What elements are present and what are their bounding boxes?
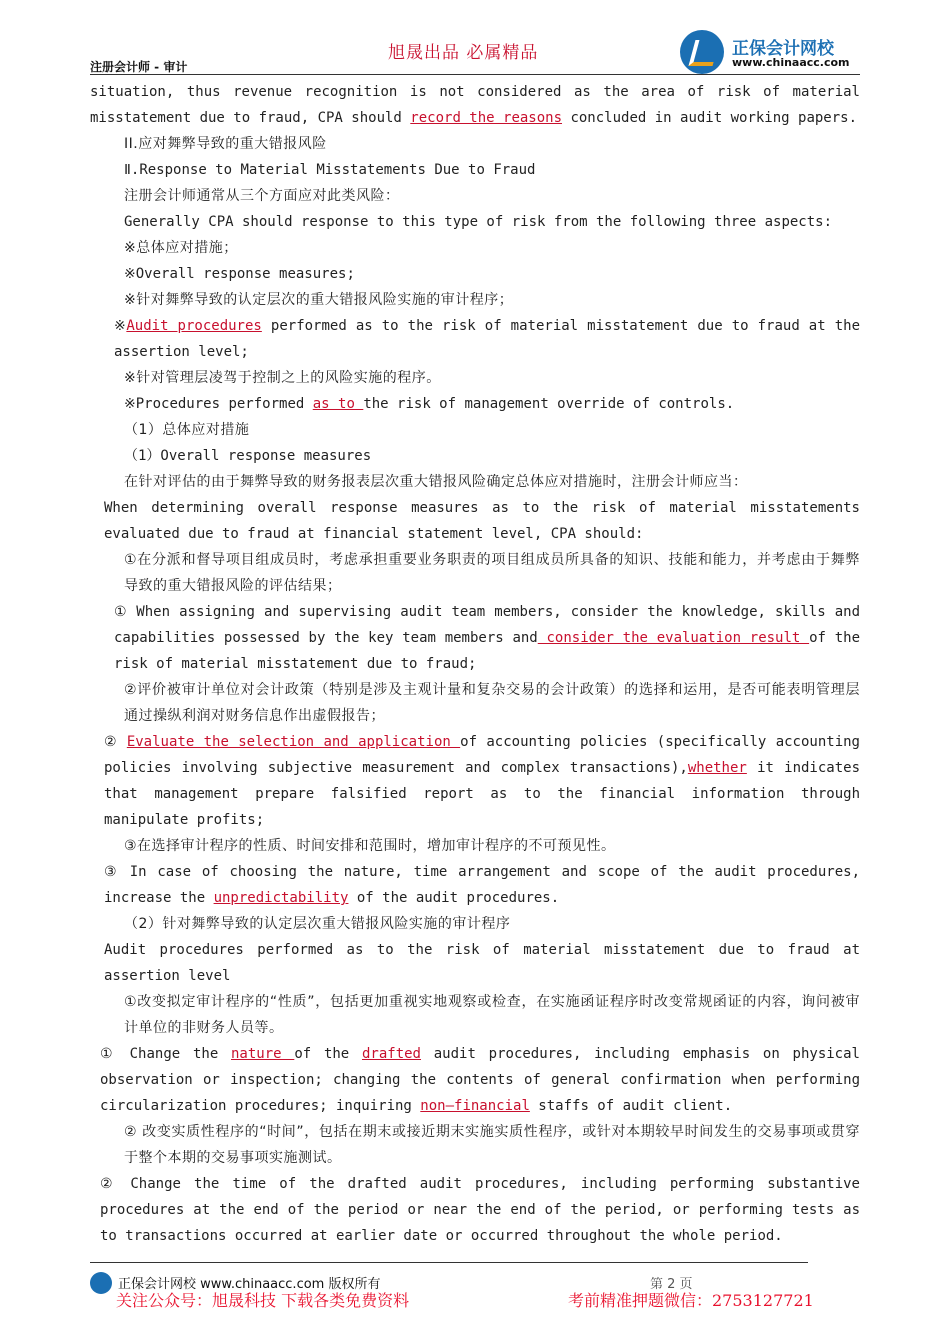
paragraph-p22 [90, 911, 860, 937]
header-divider [90, 74, 860, 75]
footer-copyright: 正保会计网校 www.chinaacc.com 版权所有 [118, 1277, 381, 1292]
paragraph-p13 [90, 443, 860, 469]
slogan: 旭晟出品 必属精品 [388, 43, 539, 63]
paragraph-p9 [90, 313, 860, 365]
text-run: it indicates that management prepare falsified report as to the financial information through manipulate profits; [104, 760, 860, 828]
paragraph-p25 [90, 1041, 860, 1119]
text-run: （2）针对舞弊导致的认定层次重大错报风险实施的审计程序 [124, 916, 511, 932]
document-body [90, 79, 860, 1249]
page-number: 第 2 页 [650, 1277, 693, 1292]
highlighted-term: Audit procedures [126, 318, 262, 334]
paragraph-p4 [90, 183, 860, 209]
logo [680, 30, 870, 76]
paragraph-p15 [90, 495, 860, 547]
highlighted-term: nature [231, 1046, 295, 1062]
highlighted-term: Evaluate the selection and application [126, 734, 461, 750]
highlighted-term: record the reasons [410, 110, 563, 126]
text-run: Generally CPA should response to this type of risk from the following three aspects: [124, 214, 833, 230]
paragraph-p24 [90, 989, 860, 1041]
footer-wechat-note: 关注公众号：旭晟科技 下载各类免费资料 [116, 1291, 410, 1310]
paragraph-p20 [90, 833, 860, 859]
page-footer [90, 1270, 890, 1330]
text-run: ② Change the time of the drafted audit procedures, including performing substantive procedures at the end of the period or near the end of the period, or performing tests as to transactions occurred at earlier date or occurred throughout the whole period. [100, 1176, 860, 1244]
text-run: concluded in audit working papers. [562, 110, 858, 126]
text-run: ① When assigning and supervising audit team members, consider the knowledge, skills and capabilities possessed by the key team members and [114, 604, 860, 646]
text-run: Audit procedures performed as to the risk of material misstatement due to fraud at assertion level [104, 942, 860, 984]
paragraph-p16 [90, 547, 860, 599]
footer-logo-icon [90, 1272, 112, 1294]
paragraph-p14 [90, 469, 860, 495]
text-run: ※针对管理层凌驾于控制之上的风险实施的程序。 [124, 370, 441, 386]
paragraph-p6 [90, 235, 860, 261]
text-run: 注册会计师通常从三个方面应对此类风险： [124, 188, 400, 204]
text-run: the risk of management override of controls. [363, 396, 735, 412]
paragraph-p5 [90, 209, 860, 235]
text-run: 在针对评估的由于舞弊导致的财务报表层次重大错报风险确定总体应对措施时，注册会计师应当： [124, 474, 748, 490]
text-run: When determining overall response measures as to the risk of material misstatements evaluated due to fraud at financial statement level, CPA should: [104, 500, 860, 542]
text-run: ※总体应对措施； [124, 240, 238, 256]
paragraph-p21 [90, 859, 860, 911]
text-run: ①在分派和督导项目组成员时，考虑承担重要业务职责的项目组成员所具备的知识、技能和能力，并考虑由于舞弊导致的重大错报风险的评估结果； [124, 552, 860, 594]
text-run: of the [294, 1046, 362, 1062]
highlighted-term: as to [312, 396, 364, 412]
text-run: ※ [114, 318, 127, 334]
highlighted-term: unpredictability [213, 890, 349, 906]
paragraph-p8 [90, 287, 860, 313]
text-run: （1）总体应对措施 [124, 422, 250, 438]
text-run: of the audit procedures. [348, 890, 560, 906]
paragraph-p27 [90, 1171, 860, 1249]
highlighted-term: non—financial [420, 1098, 530, 1114]
paragraph-p12 [90, 417, 860, 443]
text-run: Ⅱ.Response to Material Misstatements Due to Fraud [124, 162, 536, 178]
text-run: ③ In case of choosing the nature, time arrangement and scope of the audit procedures, increase the [104, 864, 860, 906]
text-run: situation, thus revenue recognition is not considered as the area of risk of material misstatement due to fraud, CPA should [90, 84, 860, 126]
paragraph-p18 [90, 677, 860, 729]
paragraph-p17 [90, 599, 860, 677]
text-run: ※Overall response measures; [124, 266, 355, 282]
paragraph-p23 [90, 937, 860, 989]
text-run: II.应对舞弊导致的重大错报风险 [124, 136, 327, 152]
text-run: ※Procedures performed [124, 396, 313, 412]
logo-name: 正保会计网校 [732, 39, 834, 59]
text-run: ① Change the [100, 1046, 231, 1062]
text-run: of accounting policies (specifically accounting policies involving subjective measurement and complex transactions), [104, 734, 860, 776]
text-run: staffs of audit client. [529, 1098, 733, 1114]
text-run: ②评价被审计单位对会计政策（特别是涉及主观计量和复杂交易的会计政策）的选择和运用，是否可能表明管理层通过操纵利润对财务信息作出虚假报告； [124, 682, 860, 724]
footer-contact-note: 考前精准押题微信：2753127721 [568, 1291, 814, 1310]
text-run: ※针对舞弊导致的认定层次的重大错报风险实施的审计程序； [124, 292, 514, 308]
text-run: ② [104, 734, 127, 750]
highlighted-term: consider the evaluation result [537, 630, 810, 646]
text-run: （1）Overall response measures [124, 448, 372, 464]
paragraph-p3 [90, 157, 860, 183]
logo-url: www.chinaacc.com [732, 56, 850, 69]
text-run: audit procedures, including emphasis on physical observation or inspection; changing the contents of general confirmation when performing circularization procedures; inquiring [100, 1046, 860, 1114]
text-run: ② 改变实质性程序的“时间”，包括在期末或接近期末实施实质性程序，或针对本期较早时间发生的交易事项或贯穿于整个本期的交易事项实施测试。 [124, 1124, 860, 1166]
paragraph-p19 [90, 729, 860, 833]
text-run: of the risk of material misstatement due to fraud; [114, 630, 860, 672]
paragraph-p11 [90, 391, 860, 417]
page-header [0, 0, 950, 80]
text-run: performed as to the risk of material misstatement due to fraud at the assertion level; [114, 318, 861, 360]
highlighted-term: whether [687, 760, 747, 776]
text-run: ①改变拟定审计程序的“性质”，包括更加重视实地观察或检查，在实施函证程序时改变常规函证的内容，询问被审计单位的非财务人员等。 [124, 994, 860, 1036]
logo-icon [680, 30, 724, 74]
paragraph-p10 [90, 365, 860, 391]
paragraph-p7 [90, 261, 860, 287]
subject-title: 注册会计师 - 审计 [90, 60, 188, 74]
paragraph-p26 [90, 1119, 860, 1171]
paragraph-p2 [90, 131, 860, 157]
footer-divider [90, 1262, 808, 1263]
paragraph-p1 [90, 79, 860, 131]
text-run: ③在选择审计程序的性质、时间安排和范围时，增加审计程序的不可预见性。 [124, 838, 616, 854]
highlighted-term: drafted [361, 1046, 421, 1062]
